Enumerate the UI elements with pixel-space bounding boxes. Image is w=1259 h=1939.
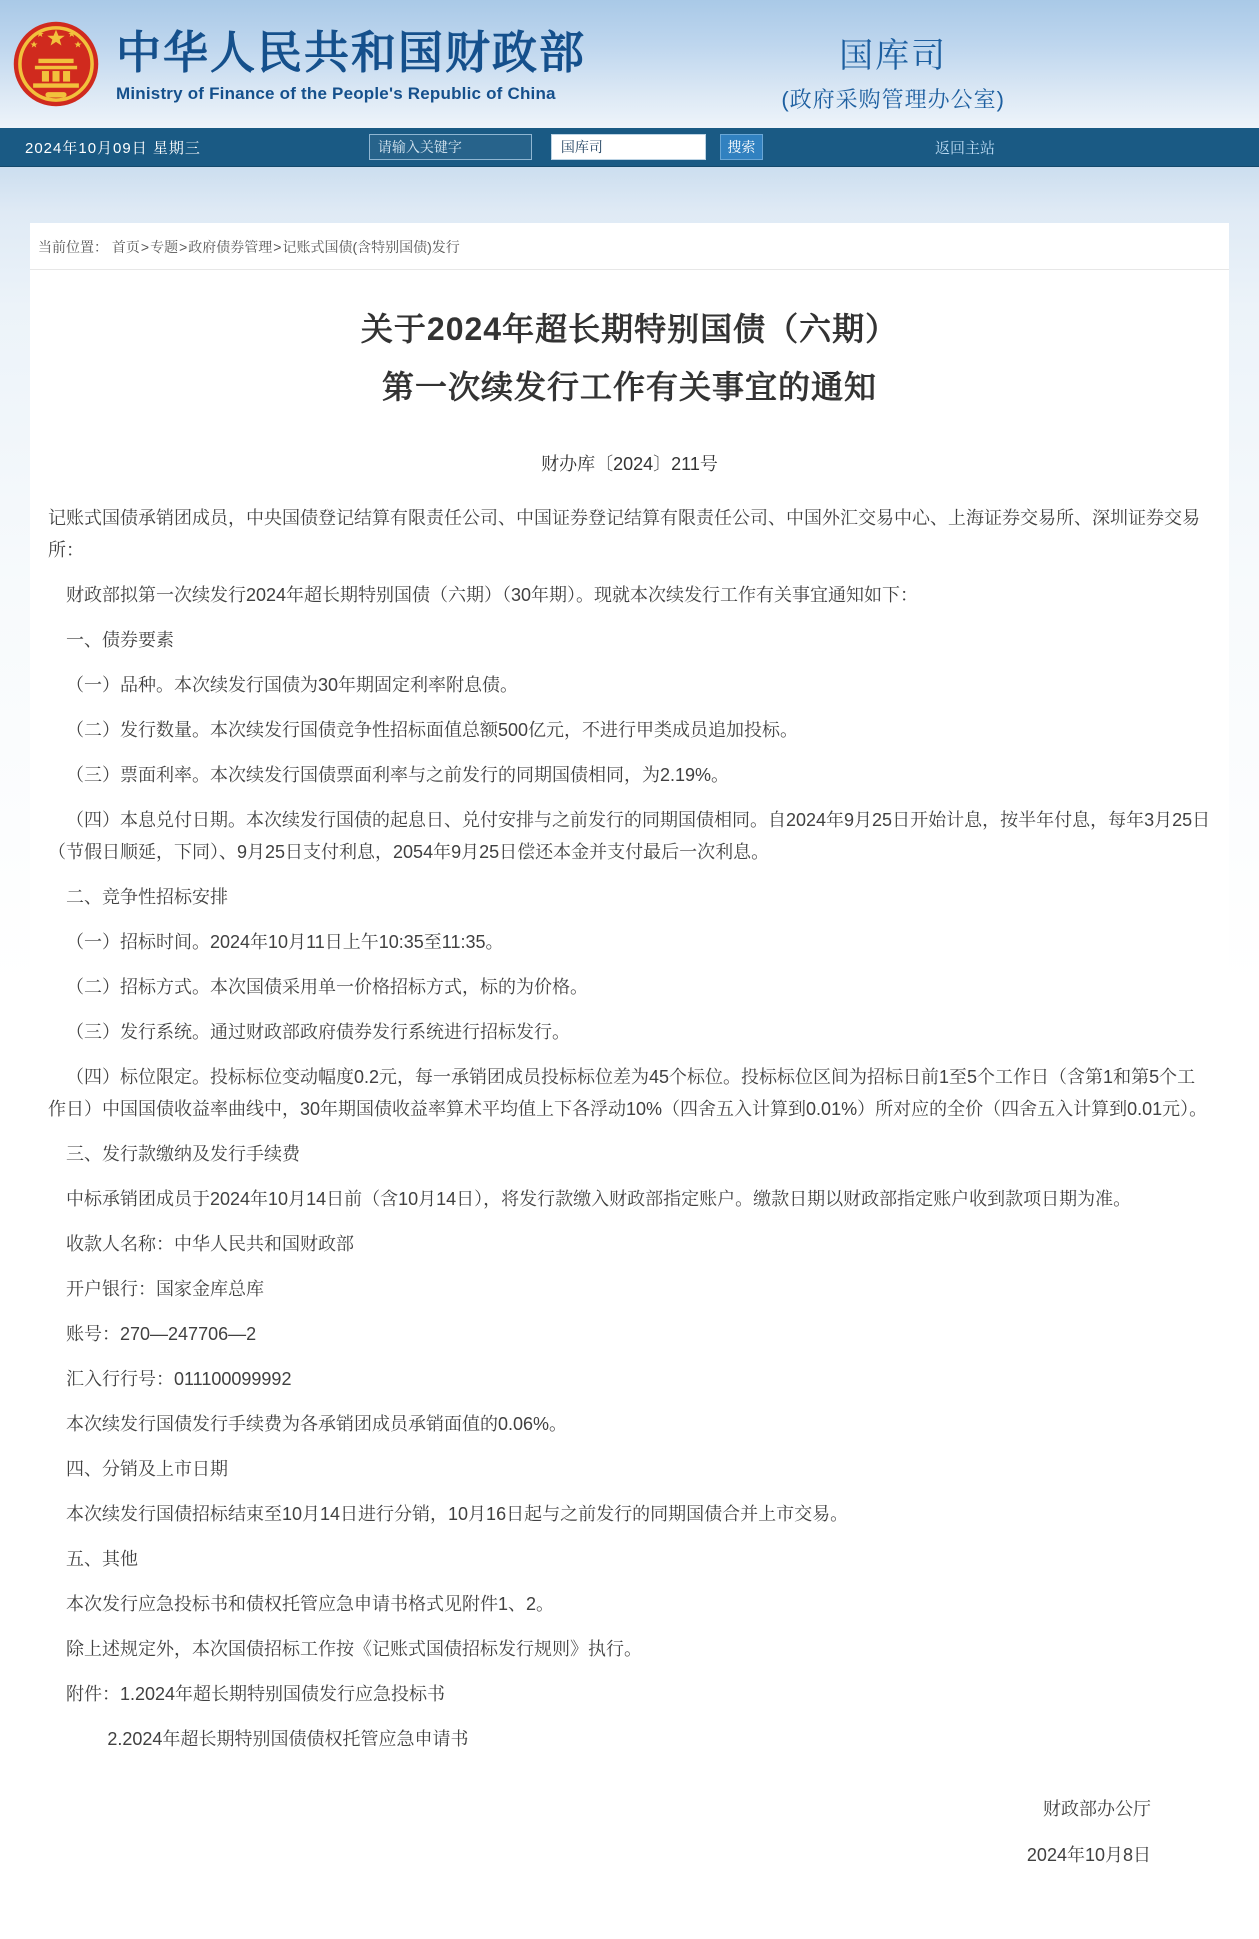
content-card bbox=[30, 223, 1229, 1938]
signature-block bbox=[48, 1795, 1211, 1867]
breadcrumb-bond-management-link[interactable]: 政府债券管理 bbox=[188, 239, 273, 255]
article-paragraph: （三）票面利率。本次续发行国债票面利率与之前发行的同期国债相同，为2.19%。 bbox=[66, 765, 730, 785]
account-number-line: 账号：270—247706—2 bbox=[66, 1324, 257, 1344]
article-paragraph: （四）本息兑付日期。本次续发行国债的起息日、兑付安排与之前发行的同期国债相同。自2024年9月25日开始计息，按半年付息，每年3月25日（节假日顺延，下同）、9月25日支付利息，2054年9月25日偿还本金并支付最后一次利息。 bbox=[48, 810, 1211, 862]
article-paragraph: （一）招标时间。2024年10月11日上午10:35至11:35。 bbox=[66, 932, 504, 952]
page-background bbox=[0, 167, 1259, 1938]
payee-name-line: 收款人名称：中华人民共和国财政部 bbox=[66, 1234, 354, 1254]
article-paragraph: （三）发行系统。通过财政部政府债券发行系统进行招标发行。 bbox=[66, 1022, 570, 1042]
search-scope-select[interactable] bbox=[551, 134, 706, 160]
breadcrumb-home-link[interactable]: 首页 bbox=[111, 239, 140, 255]
article-paragraph: 本次续发行国债招标结束至10月14日进行分销，10月16日起与之前发行的同期国债合并上市交易。 bbox=[66, 1504, 849, 1524]
national-emblem-icon bbox=[12, 14, 100, 114]
department-block bbox=[781, 36, 1005, 114]
breadcrumb-separator: > bbox=[273, 239, 282, 255]
bank-line: 开户银行：国家金库总库 bbox=[66, 1279, 264, 1299]
article-paragraph: （二）发行数量。本次续发行国债竞争性招标面值总额500亿元，不进行甲类成员追加投标。 bbox=[66, 720, 799, 740]
search-scope-value: 国库司 bbox=[560, 139, 603, 155]
article-paragraph: 本次发行应急投标书和债权托管应急申请书格式见附件1、2。 bbox=[66, 1594, 555, 1614]
breadcrumb bbox=[30, 223, 1229, 269]
site-header bbox=[0, 0, 1259, 128]
section-heading: 五、其他 bbox=[66, 1549, 138, 1569]
signature-date: 2024年10月8日 bbox=[1026, 1845, 1151, 1865]
site-title: 中华人民共和国财政部 bbox=[116, 27, 587, 78]
title-line-1: 关于2024年超长期特别国债（六期） bbox=[360, 311, 899, 347]
top-navbar bbox=[0, 128, 1259, 167]
back-to-main-site-link[interactable]: 返回主站 bbox=[934, 139, 995, 157]
section-heading: 一、债券要素 bbox=[66, 630, 174, 650]
attachment-line-1: 附件：1.2024年超长期特别国债发行应急投标书 bbox=[66, 1684, 446, 1704]
breadcrumb-label: 当前位置： bbox=[38, 239, 108, 255]
section-heading: 二、竞争性招标安排 bbox=[66, 887, 228, 907]
page-title bbox=[48, 300, 1211, 416]
title-line-2: 第一次续发行工作有关事宜的通知 bbox=[381, 369, 877, 405]
document-number: 财办库〔2024〕211号 bbox=[541, 454, 718, 474]
breadcrumb-separator: > bbox=[179, 239, 188, 255]
breadcrumb-divider bbox=[30, 269, 1229, 270]
notice-article bbox=[30, 300, 1229, 1867]
current-date: 2024年10月09日 星期三 bbox=[25, 139, 201, 157]
search-button[interactable]: 搜索 bbox=[720, 134, 763, 160]
article-paragraph: 财政部拟第一次续发行2024年超长期特别国债（六期）（30年期）。现就本次续发行工作有关事宜通知如下： bbox=[66, 585, 919, 605]
article-paragraph: （一）品种。本次续发行国债为30年期固定利率附息债。 bbox=[66, 675, 519, 695]
department-title: 国库司 bbox=[839, 37, 948, 75]
article-paragraph: 中标承销团成员于2024年10月14日前（含10月14日），将发行款缴入财政部指定账户。缴款日期以财政部指定账户收到款项日期为准。 bbox=[66, 1189, 1132, 1209]
signature-office: 财政部办公厅 bbox=[1043, 1799, 1151, 1819]
breadcrumb-separator: > bbox=[140, 239, 150, 255]
section-heading: 三、发行款缴纳及发行手续费 bbox=[66, 1144, 300, 1164]
breadcrumb-topics-link[interactable]: 专题 bbox=[150, 239, 179, 255]
article-paragraph: 除上述规定外，本次国债招标工作按《记账式国债招标发行规则》执行。 bbox=[66, 1639, 642, 1659]
attachment-line-2: 2.2024年超长期特别国债债权托管应急申请书 bbox=[107, 1729, 469, 1749]
article-paragraph: （四）标位限定。投标标位变动幅度0.2元，每一承销团成员投标标位差为45个标位。投标标位区间为招标日前1至5个工作日（含第1和第5个工作日）中国国债收益率曲线中，30年期国债收益率算术平均值上下各浮动10%（四舍五入计算到0.01%）所对应的全价（四舍五入计算到0.01元）。 bbox=[48, 1067, 1208, 1119]
article-paragraph: （二）招标方式。本次国债采用单一价格招标方式，标的为价格。 bbox=[66, 977, 588, 997]
site-subtitle: Ministry of Finance of the People's Republic of China bbox=[116, 83, 556, 103]
search-input[interactable] bbox=[369, 134, 532, 160]
article-paragraph: 记账式国债承销团成员，中央国债登记结算有限责任公司、中国证券登记结算有限责任公司、中国外汇交易中心、上海证券交易所、深圳证券交易所： bbox=[48, 508, 1200, 560]
ministry-brand[interactable] bbox=[12, 14, 586, 114]
article-paragraph: 本次续发行国债发行手续费为各承销团成员承销面值的0.06%。 bbox=[66, 1414, 568, 1434]
section-heading: 四、分销及上市日期 bbox=[66, 1459, 228, 1479]
breadcrumb-current-page: 记账式国债(含特别国债)发行 bbox=[282, 239, 460, 255]
department-subtitle: (政府采购管理办公室) bbox=[781, 86, 1005, 112]
bank-code-line: 汇入行行号：011100099992 bbox=[66, 1369, 292, 1389]
